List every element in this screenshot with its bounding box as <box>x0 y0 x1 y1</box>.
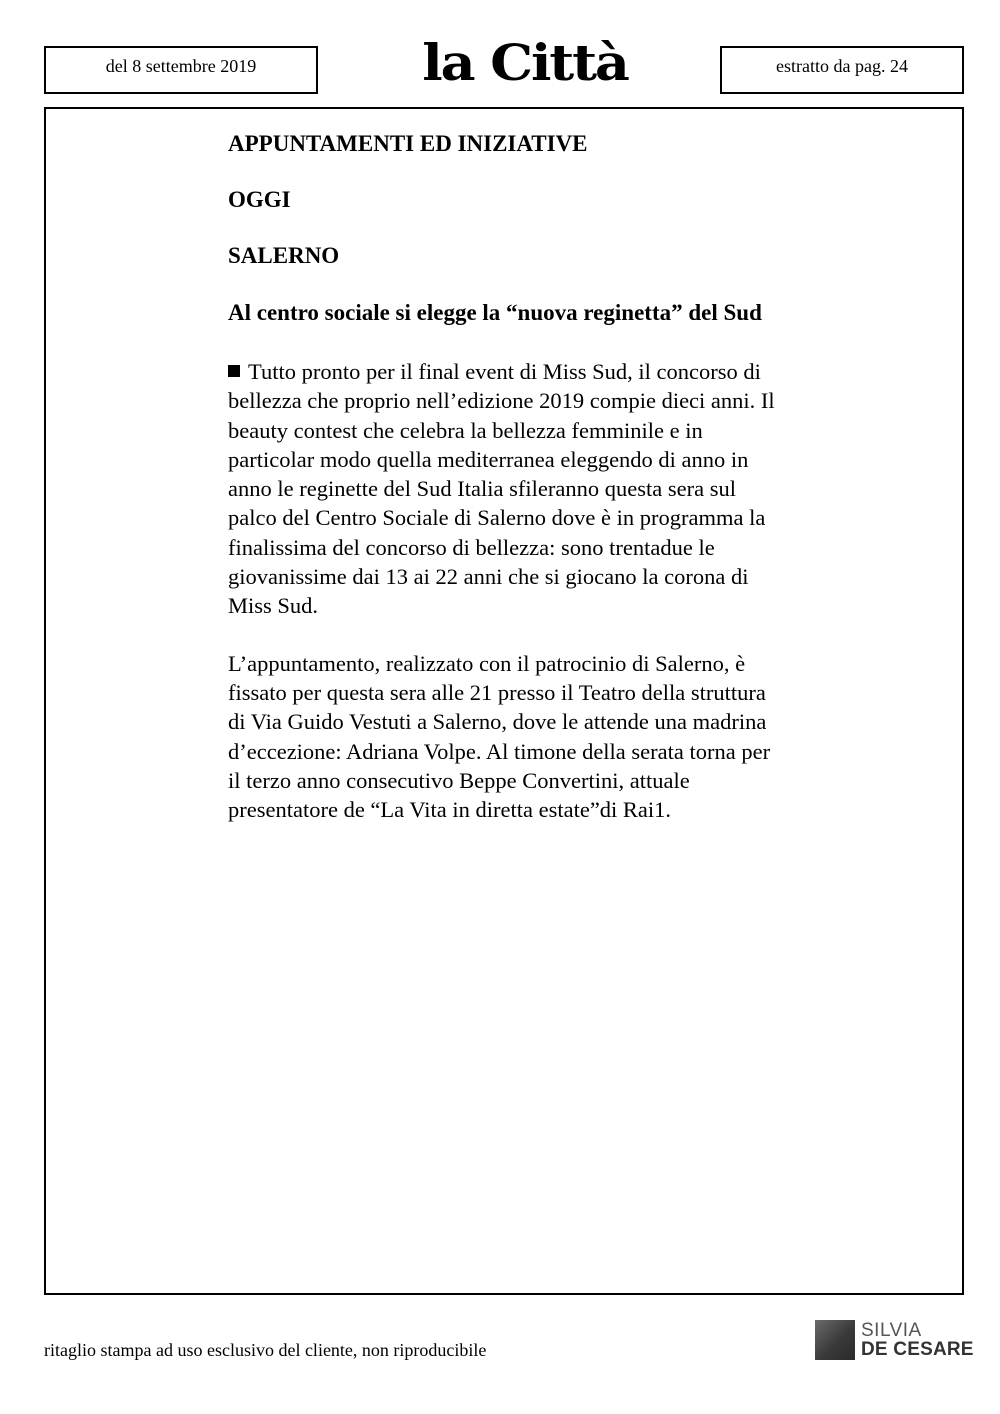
logo-line1: SILVIA <box>861 1320 922 1341</box>
footer-disclaimer: ritaglio stampa ad uso esclusivo del cliente, non riproducibile <box>44 1340 487 1360</box>
paragraph-text: Tutto pronto per il final event di Miss Sud, il concorso di bellezza che proprio nell’edizione 2019 compie dieci anni. Il beauty contest che celebra la bellezza femminile e in particolar modo quella mediterranea eleggendo di anno in anno le reginette del Sud Italia sfileranno questa sera sul palco del Centro Sociale di Salerno dove è in programma la finalissima del concorso di bellezza: sono trentadue le giovanissime dai 13 ai 22 anni che si giocano la corona di Miss Sud. <box>228 359 775 619</box>
article-paragraph: L’appuntamento, realizzato con il patrocinio di Salerno, è fissato per questa sera alle 21 presso il Teatro della struttura di Via Guido Vestuti a Salerno, dove le attende una madrina d’eccezione: Adriana Volpe. Al timone della serata torna per il terzo anno consecutivo Beppe Convertini, attuale presentatore de “La Vita in diretta estate”di Rai1. <box>228 650 771 823</box>
page-reference-box <box>720 46 964 94</box>
day-label: OGGI <box>228 187 291 212</box>
section-label: APPUNTAMENTI ED INIZIATIVE <box>228 131 588 156</box>
logo-line2: DE CESARE <box>861 1339 974 1360</box>
logo-text <box>861 1321 974 1359</box>
newspaper-masthead: la Città <box>422 33 628 92</box>
city-label: SALERNO <box>228 243 340 268</box>
agency-logo <box>815 1320 974 1360</box>
publication-date: del 8 settembre 2019 <box>105 56 257 76</box>
article-headline: Al centro sociale si elegge la “nuova reginetta” del Sud <box>228 300 762 325</box>
article <box>228 130 788 852</box>
square-bullet-icon <box>228 365 240 377</box>
date-box <box>44 46 318 94</box>
logo-square-icon <box>815 1320 855 1360</box>
page-reference: estratto da pag. 24 <box>776 56 908 76</box>
article-paragraph <box>228 357 788 621</box>
